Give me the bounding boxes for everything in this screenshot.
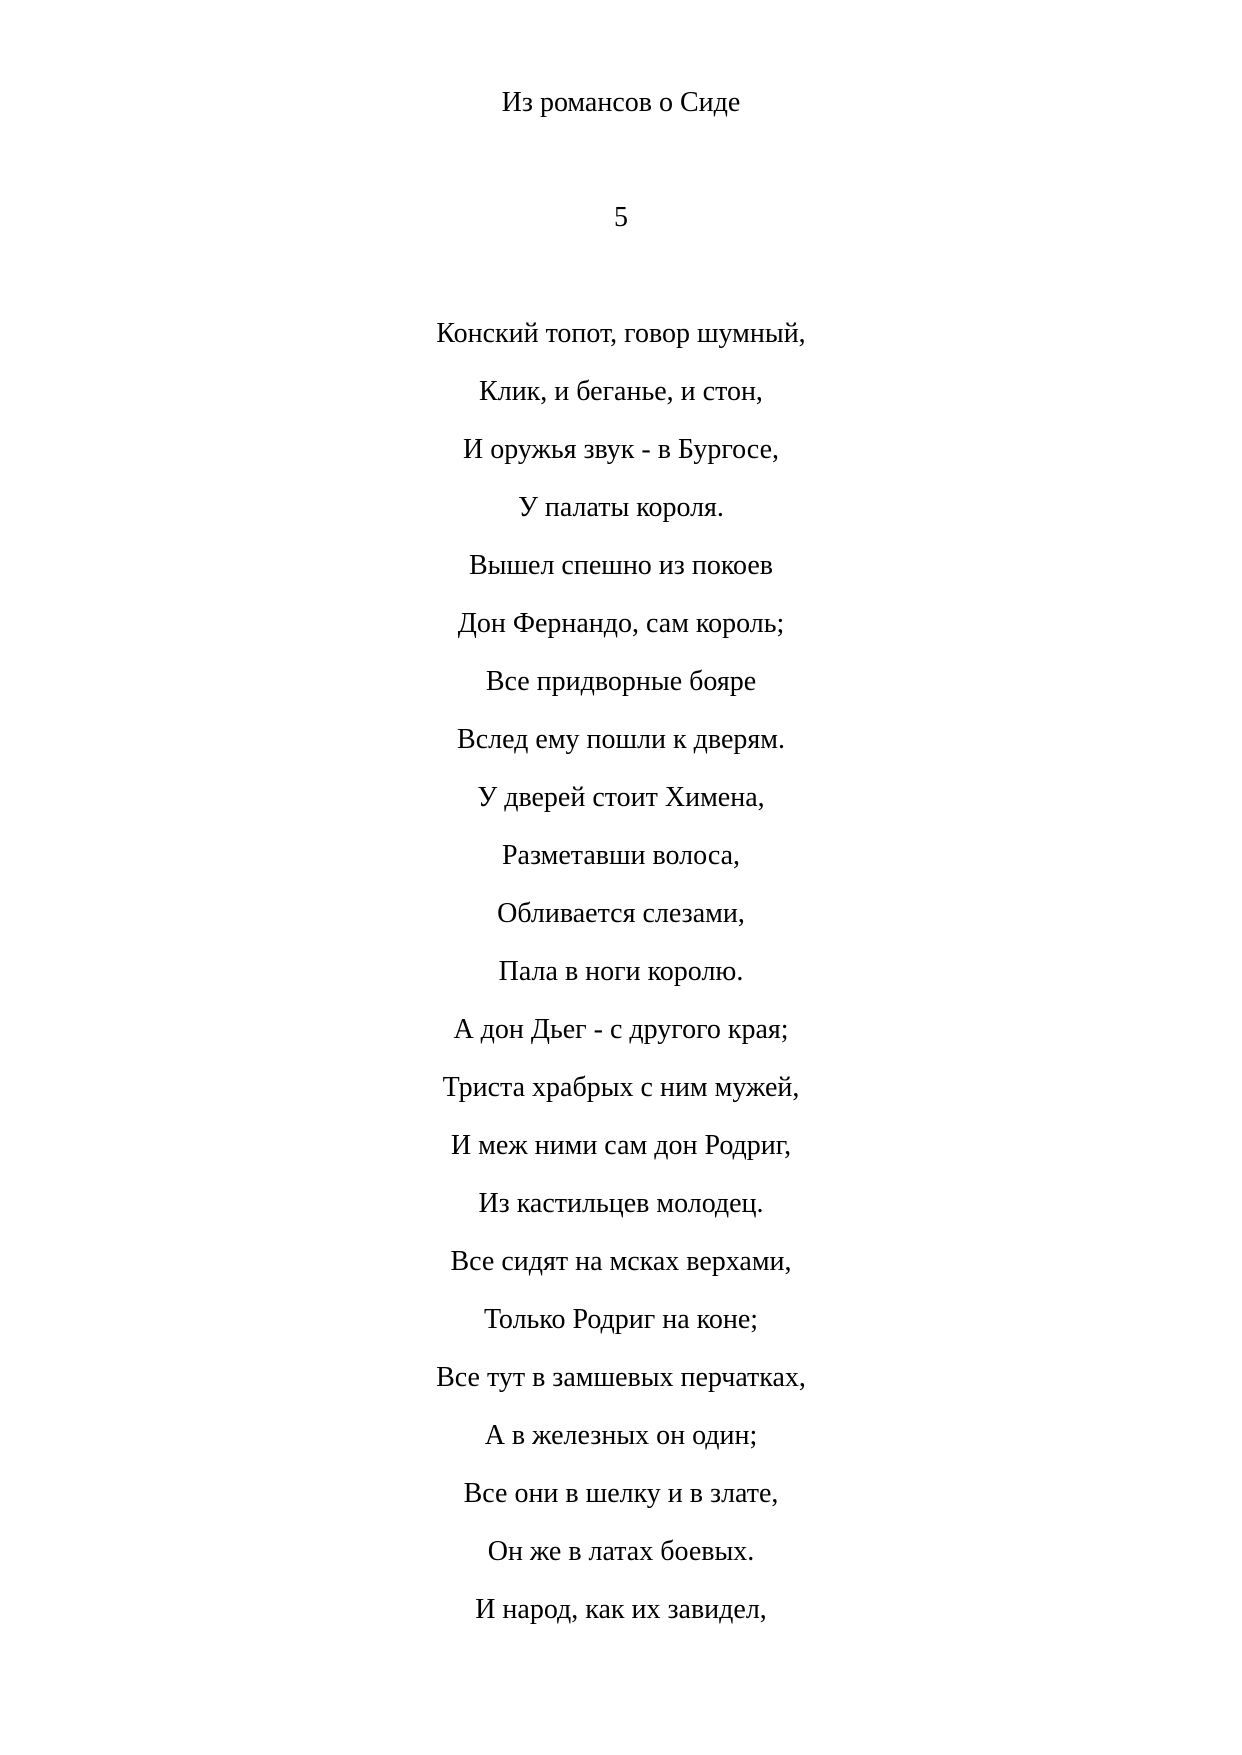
poem-line: Вслед ему пошли к дверям. xyxy=(457,724,785,755)
poem-line: У палаты короля. xyxy=(518,492,724,523)
poem-line: Триста храбрых с ним мужей, xyxy=(442,1072,800,1103)
poem-line: Все сидят на мсках верхами, xyxy=(450,1246,792,1277)
poem-line: Клик, и беганье, и стон, xyxy=(479,376,763,407)
poem-line: Все придворные бояре xyxy=(485,666,757,697)
poem-line: А в железных он один; xyxy=(484,1420,758,1451)
poem-line: И оружья звук - в Бургосе, xyxy=(462,434,779,465)
poem-line: Вышел спешно из покоев xyxy=(468,550,774,581)
poem-line: У дверей стоит Химена, xyxy=(477,782,765,813)
poem-line: Конский топот, говор шумный, xyxy=(436,318,806,349)
page-title: Из романсов о Сиде xyxy=(501,87,741,118)
poem-line: Только Родриг на коне; xyxy=(483,1304,759,1335)
poem-line: Все они в шелку и в злате, xyxy=(463,1478,779,1509)
poem xyxy=(0,317,1242,1651)
poem-line: Из кастильцев молодец. xyxy=(478,1188,764,1219)
poem-line: Пала в ноги королю. xyxy=(498,956,744,987)
poem-line: Обливается слезами, xyxy=(497,898,745,929)
poem-line: Все тут в замшевых перчатках, xyxy=(436,1362,806,1393)
section-number: 5 xyxy=(614,202,628,233)
poem-line: Дон Фернандо, сам король; xyxy=(457,608,785,639)
poem-line: Разметавши волоса, xyxy=(501,840,741,871)
poem-line: И меж ними сам дон Родриг, xyxy=(450,1130,792,1161)
poem-line: А дон Дьег - с другого края; xyxy=(453,1014,789,1045)
poem-line: И народ, как их завидел, xyxy=(475,1594,767,1625)
poem-line: Он же в латах боевых. xyxy=(487,1536,755,1567)
